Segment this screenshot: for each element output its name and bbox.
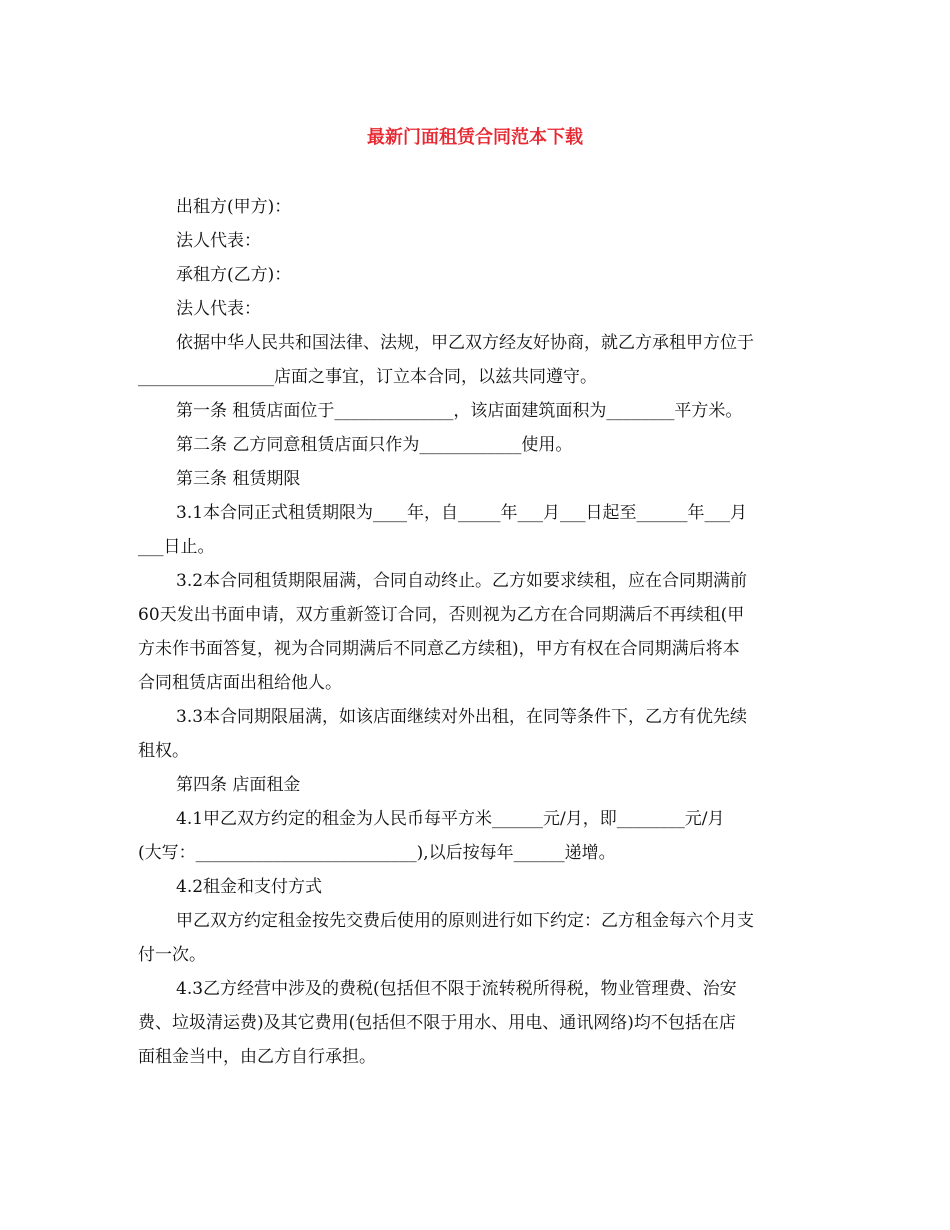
article-3-heading: 第三条 租赁期限 [176, 469, 301, 489]
clause-3-1-line: ___日止。 [138, 537, 215, 557]
document-title: 最新门面租赁合同范本下载 [367, 127, 583, 148]
clause-4-2-line: 付一次。 [138, 945, 206, 965]
party-a-representative-line: 法人代表： [176, 231, 261, 251]
clause-4-2-line: 甲乙双方约定租金按先交费后使用的原则进行如下约定：乙方租金每六个月支 [176, 911, 754, 931]
clause-4-3-line: 面租金当中，由乙方自行承担。 [138, 1047, 376, 1067]
preamble-line: ________________店面之事宜，订立本合同，以兹共同遵守。 [138, 367, 597, 387]
party-b-representative-line: 法人代表： [176, 299, 261, 319]
clause-3-2-line: 60天发出书面申请，双方重新签订合同，否则视为乙方在合同期满后不再续租(甲 [138, 605, 745, 625]
party-b-line: 承租方(乙方)： [176, 265, 292, 285]
clause-3-3-line: 租权。 [138, 741, 189, 761]
clause-4-3-line: 费、垃圾清运费)及其它费用(包括但不限于用水、用电、通讯网络)均不包括在店 [138, 1013, 736, 1033]
clause-3-2-line: 3.2本合同租赁期限届满，合同自动终止。乙方如要求续租，应在合同期满前 [176, 571, 748, 591]
article-2-line: 第二条 乙方同意租赁店面只作为____________使用。 [176, 435, 573, 455]
clause-4-1-line: (大写：__________________________),以后按每年______递增。 [138, 843, 616, 863]
clause-4-1-line: 4.1甲乙双方约定的租金为人民币每平方米______元/月，即________元/月 [176, 809, 725, 829]
clause-3-2-line: 合同租赁店面出租给他人。 [138, 673, 342, 693]
preamble-line: 依据中华人民共和国法律、法规，甲乙双方经友好协商，就乙方承租甲方位于 [176, 333, 754, 353]
article-1-line: 第一条 租赁店面位于______________，该店面建筑面积为________平方米。 [176, 401, 743, 421]
article-4-heading: 第四条 店面租金 [176, 775, 301, 795]
clause-3-3-line: 3.3本合同期限届满，如该店面继续对外出租，在同等条件下，乙方有优先续 [176, 707, 748, 727]
clause-3-2-line: 方未作书面答复，视为合同期满后不同意乙方续租)，甲方有权在合同期满后将本 [138, 639, 740, 659]
clause-3-1-line: 3.1本合同正式租赁期限为____年，自_____年___月___日起至______年___月 [176, 503, 748, 523]
clause-4-3-line: 4.3乙方经营中涉及的费税(包括但不限于流转税所得税，物业管理费、治安 [176, 979, 737, 999]
clause-4-2-heading: 4.2租金和支付方式 [176, 877, 323, 897]
document-body [138, 190, 812, 1074]
party-a-line: 出租方(甲方)： [176, 197, 292, 217]
